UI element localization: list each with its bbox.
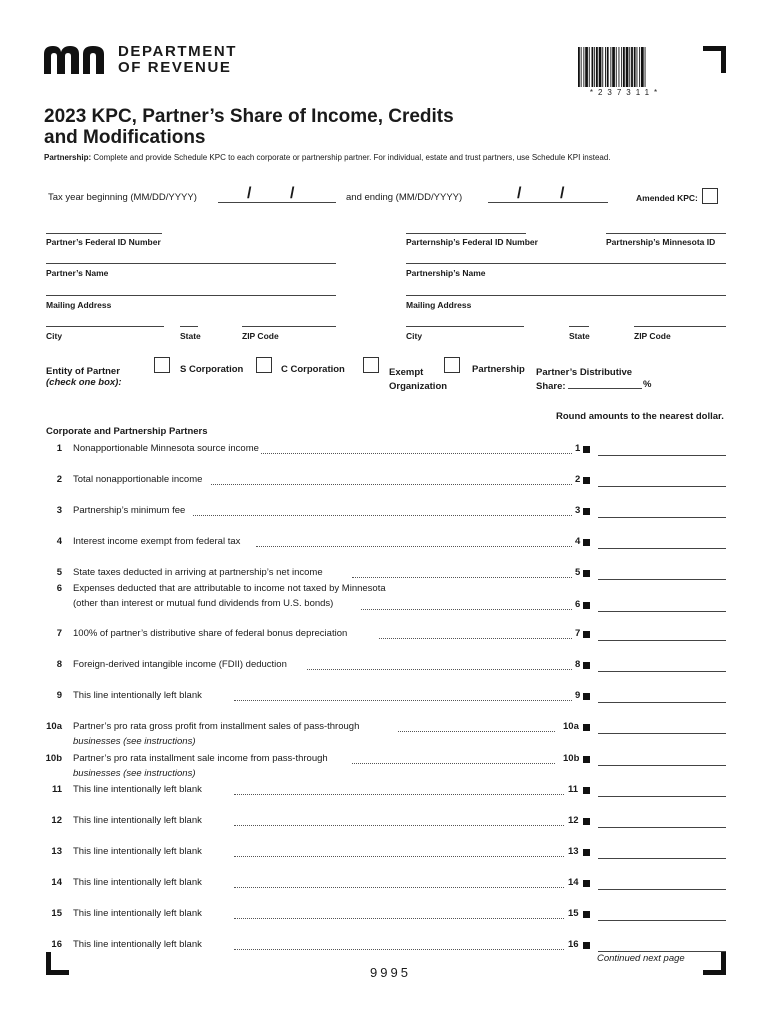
line-2-amount-field[interactable] [598, 486, 726, 487]
leader-dots [234, 825, 564, 826]
partnership-entity-label: Partnership [472, 364, 525, 375]
partner-zip-field[interactable] [242, 326, 336, 327]
leader-dots [234, 887, 564, 888]
barcode-bar [602, 47, 603, 87]
line-description: State taxes deducted in arriving at partnership’s net income [73, 567, 323, 578]
line-1-amount-field[interactable] [598, 455, 726, 456]
line-id-label: 3 [575, 505, 581, 516]
partner-address-field[interactable] [46, 295, 336, 296]
share-line-2: Share: [536, 381, 566, 392]
partnership-address-field[interactable] [406, 295, 726, 296]
tax-year-ending-label: and ending (MM/DD/YYYY) [346, 192, 463, 203]
line-description: This line intentionally left blank [73, 908, 202, 919]
line-6-amount-field[interactable] [598, 611, 726, 612]
leader-dots [193, 515, 572, 516]
line-id-label: 15 [568, 908, 579, 919]
line-number: 13 [51, 846, 62, 857]
corner-mark-bottom-right [703, 952, 726, 975]
line-id-label: 10b [563, 753, 580, 764]
barcode-bar [610, 47, 611, 87]
line-number: 11 [51, 784, 62, 795]
leader-dots [234, 856, 564, 857]
subtitle-label: Partnership: [44, 153, 92, 162]
partnership-city-label: City [406, 331, 423, 341]
partnership-zip-field[interactable] [634, 326, 726, 327]
line-id-label: 1 [575, 443, 581, 454]
subtitle-text: Complete and provide Schedule KPC to each corporate or partnership partner. For individual, estate and trust partners, use Schedule KPI instead. [91, 153, 611, 162]
c-corporation-checkbox[interactable] [256, 357, 272, 373]
line-id-label: 5 [575, 567, 581, 578]
corner-mark-top-right [703, 46, 726, 73]
tax-year-ending-field[interactable] [488, 202, 608, 203]
line-number: 8 [56, 659, 62, 670]
logo-line-1: DEPARTMENT [118, 43, 238, 60]
line-16-amount-field[interactable] [598, 951, 726, 952]
line-marker-square [583, 849, 590, 856]
partnership-mn-id-field[interactable] [606, 233, 726, 234]
barcode-bar [634, 47, 636, 87]
partnership-fein-label: Parternship’s Federal ID Number [406, 237, 538, 247]
partnership-city-field[interactable] [406, 326, 524, 327]
date-slash: / [517, 185, 522, 202]
line-description-continued: businesses (see instructions) [73, 736, 196, 747]
line-13-amount-field[interactable] [598, 858, 726, 859]
partner-state-label: State [180, 331, 201, 341]
barcode-bar [599, 47, 602, 87]
line-description: Partner’s pro rata installment sale income from pass-through [73, 753, 328, 764]
barcode-bar [596, 47, 598, 87]
line-description: This line intentionally left blank [73, 846, 202, 857]
barcode-bar [594, 47, 595, 87]
line-marker-square [583, 942, 590, 949]
line-15-amount-field[interactable] [598, 920, 726, 921]
line-id-label: 9 [575, 690, 581, 701]
tax-year-beginning-label: Tax year beginning (MM/DD/YYYY) [48, 192, 197, 203]
barcode-bar [639, 47, 640, 87]
line-id-label: 16 [568, 939, 579, 950]
line-10a-amount-field[interactable] [598, 733, 726, 734]
line-id-label: 2 [575, 474, 581, 485]
line-marker-square [583, 631, 590, 638]
leader-dots [234, 949, 564, 950]
partner-zip-label: ZIP Code [242, 331, 279, 341]
line-id-label: 14 [568, 877, 579, 888]
barcode-number: *237311* [589, 88, 663, 97]
line-number: 3 [56, 505, 62, 516]
line-description: Foreign-derived intangible income (FDII) deduction [73, 659, 287, 670]
line-description: This line intentionally left blank [73, 939, 202, 950]
line-id-label: 7 [575, 628, 581, 639]
line-marker-square [583, 818, 590, 825]
form-instructions [44, 153, 611, 162]
partnership-mn-id-label: Partnership’s Minnesota ID [606, 237, 716, 247]
barcode-bar [585, 47, 588, 87]
partner-fein-field[interactable] [46, 233, 162, 234]
line-number: 15 [51, 908, 62, 919]
partnership-name-field[interactable] [406, 263, 726, 264]
leader-dots [211, 484, 572, 485]
line-8-amount-field[interactable] [598, 671, 726, 672]
line-number: 5 [56, 567, 62, 578]
leader-dots [234, 918, 564, 919]
line-marker-square [583, 570, 590, 577]
section-title: Corporate and Partnership Partners [46, 426, 208, 437]
line-marker-square [583, 539, 590, 546]
form-number: 9995 [370, 965, 411, 980]
barcode-bar [641, 47, 644, 87]
line-number: 1 [56, 443, 62, 454]
line-description: This line intentionally left blank [73, 690, 202, 701]
amended-kpc-label: Amended KPC: [636, 193, 698, 203]
exempt-line-2: Organization [389, 381, 448, 392]
partnership-fein-field[interactable] [406, 233, 526, 234]
share-line-1: Partner’s Distributive [536, 367, 633, 378]
partner-name-label: Partner’s Name [46, 268, 109, 278]
line-11-amount-field[interactable] [598, 796, 726, 797]
line-description: 100% of partner’s distributive share of federal bonus depreciation [73, 628, 348, 639]
barcode-bar [607, 47, 609, 87]
exempt-line-1: Exempt [389, 367, 424, 378]
line-id-label: 6 [575, 599, 581, 610]
line-number: 6 [56, 583, 62, 594]
leader-dots [361, 609, 572, 610]
partnership-state-label: State [569, 331, 590, 341]
exempt-organization-label [389, 366, 447, 394]
leader-dots [379, 638, 572, 639]
line-description: This line intentionally left blank [73, 815, 202, 826]
line-id-label: 10a [563, 721, 579, 732]
entity-label-line-1: Entity of Partner [46, 366, 120, 377]
line-number: 12 [51, 815, 62, 826]
barcode-bar [583, 47, 584, 87]
partner-address-label: Mailing Address [46, 300, 112, 310]
date-slash: / [247, 185, 252, 202]
line-marker-square [583, 756, 590, 763]
entity-label-line-2: (check one box): [46, 377, 122, 388]
form-title [44, 106, 544, 148]
barcode-bar [619, 47, 620, 87]
line-marker-square [583, 662, 590, 669]
barcode-bar [581, 47, 582, 87]
line-number: 10a [46, 721, 62, 732]
line-description: Interest income exempt from federal tax [73, 536, 241, 547]
partner-city-label: City [46, 331, 63, 341]
partnership-address-label: Mailing Address [406, 300, 472, 310]
partnership-checkbox[interactable] [444, 357, 460, 373]
mn-revenue-logo [44, 44, 244, 84]
line-marker-square [583, 693, 590, 700]
line-description: Partner’s pro rata gross profit from installment sales of pass-through [73, 721, 360, 732]
barcode-bar [623, 47, 625, 87]
percent-sign: % [643, 379, 652, 390]
barcode-bar [629, 47, 630, 87]
c-corporation-label: C Corporation [281, 364, 345, 375]
line-description: Total nonapportionable income [73, 474, 203, 485]
line-marker-square [583, 602, 590, 609]
line-number: 7 [56, 628, 62, 639]
leader-dots [307, 669, 572, 670]
line-14-amount-field[interactable] [598, 889, 726, 890]
line-id-label: 11 [568, 784, 579, 795]
amended-kpc-checkbox[interactable] [702, 188, 718, 204]
s-corporation-checkbox[interactable] [154, 357, 170, 373]
leader-dots [352, 577, 572, 578]
leader-dots [352, 763, 555, 764]
line-3-amount-field[interactable] [598, 517, 726, 518]
line-marker-square [583, 477, 590, 484]
continued-next-page: Continued next page [597, 953, 685, 964]
partnership-zip-label: ZIP Code [634, 331, 671, 341]
barcode-bar [616, 47, 617, 87]
line-marker-square [583, 880, 590, 887]
barcode-bar [592, 47, 594, 87]
line-number: 10b [45, 753, 62, 764]
s-corporation-label: S Corporation [180, 364, 244, 375]
entity-label [46, 366, 122, 388]
line-id-label: 8 [575, 659, 581, 670]
line-description-continued: (other than interest or mutual fund dividends from U.S. bonds) [73, 598, 334, 609]
partner-name-field[interactable] [46, 263, 336, 264]
tax-year-beginning-field[interactable] [218, 202, 336, 203]
partner-city-field[interactable] [46, 326, 164, 327]
barcode-bar [645, 47, 646, 87]
line-description: Partnership’s minimum fee [73, 505, 186, 516]
title-line-1: 2023 KPC, Partner’s Share of Income, Credits [44, 106, 454, 127]
corner-mark-bottom-left [46, 952, 69, 975]
line-marker-square [583, 911, 590, 918]
line-description-continued: businesses (see instructions) [73, 768, 196, 779]
barcode-bar [637, 47, 638, 87]
partner-fein-label: Partner’s Federal ID Number [46, 237, 161, 247]
line-marker-square [583, 787, 590, 794]
line-number: 9 [56, 690, 62, 701]
barcode-bar [605, 47, 606, 87]
barcode-bar [631, 47, 633, 87]
mn-logo-icon [44, 46, 110, 74]
line-marker-square [583, 508, 590, 515]
line-id-label: 4 [575, 536, 581, 547]
logo-line-2: OF REVENUE [118, 59, 232, 76]
round-amounts-note: Round amounts to the nearest dollar. [556, 411, 724, 422]
line-description: Nonapportionable Minnesota source income [73, 443, 259, 454]
line-description: This line intentionally left blank [73, 784, 202, 795]
line-9-amount-field[interactable] [598, 702, 726, 703]
line-marker-square [583, 446, 590, 453]
line-number: 14 [51, 877, 62, 888]
line-12-amount-field[interactable] [598, 827, 726, 828]
barcode-bar [578, 47, 580, 87]
line-7-amount-field[interactable] [598, 640, 726, 641]
partnership-state-field[interactable] [569, 326, 589, 327]
leader-dots [234, 700, 572, 701]
leader-dots [261, 453, 572, 454]
date-slash: / [290, 185, 295, 202]
leader-dots [234, 794, 564, 795]
barcode-bar [612, 47, 615, 87]
line-id-label: 13 [568, 846, 579, 857]
line-4-amount-field[interactable] [598, 548, 726, 549]
line-number: 4 [56, 536, 62, 547]
exempt-organization-checkbox[interactable] [363, 357, 379, 373]
leader-dots [398, 731, 555, 732]
line-number: 2 [56, 474, 62, 485]
barcode-bar [589, 47, 590, 87]
barcode-bar [621, 47, 622, 87]
barcode-bar [626, 47, 629, 87]
line-5-amount-field[interactable] [598, 579, 726, 580]
line-description: This line intentionally left blank [73, 877, 202, 888]
partner-state-field[interactable] [180, 326, 198, 327]
line-description: Expenses deducted that are attributable to income not taxed by Minnesota [73, 583, 386, 594]
distributive-share-field[interactable] [568, 388, 642, 389]
date-slash: / [560, 185, 565, 202]
line-marker-square [583, 724, 590, 731]
leader-dots [256, 546, 572, 547]
line-10b-amount-field[interactable] [598, 765, 726, 766]
line-number: 16 [51, 939, 62, 950]
distributive-share-label [536, 366, 632, 394]
barcode [578, 47, 674, 87]
partnership-name-label: Partnership’s Name [406, 268, 486, 278]
title-line-2: and Modifications [44, 127, 206, 148]
line-id-label: 12 [568, 815, 579, 826]
